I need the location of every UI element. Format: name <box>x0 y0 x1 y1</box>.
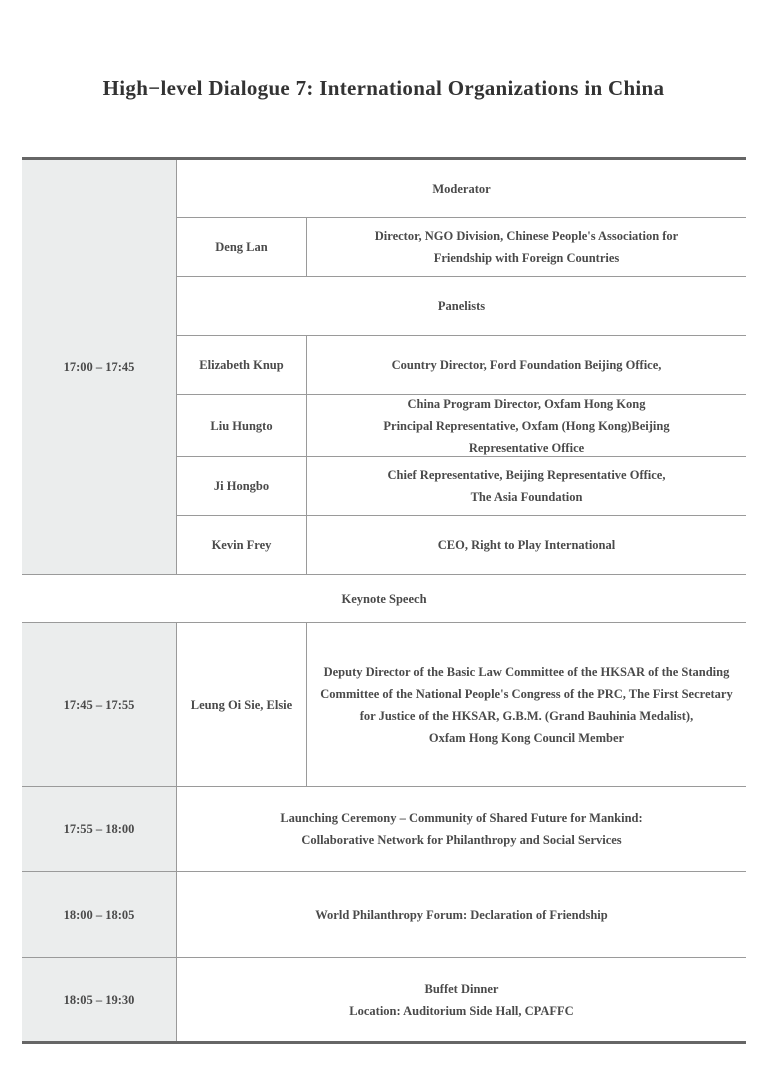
keynote-speaker-name: Leung Oi Sie, Elsie <box>190 697 293 712</box>
panelists-heading: Panelists <box>437 299 486 313</box>
launch-ceremony-text: Launching Ceremony – Community of Shared Future for Mankind: Collaborative Network for Philanthropy and Social Services <box>280 811 643 847</box>
panelist-role: CEO, Right to Play International <box>437 538 616 552</box>
time-cell-launch: 17:55 – 18:00 <box>22 787 176 871</box>
panelist-name: Ji Hongbo <box>213 479 270 493</box>
declaration-text: World Philanthropy Forum: Declaration of Friendship <box>315 907 608 922</box>
panelist-name: Liu Hungto <box>210 418 273 433</box>
dinner-text: Buffet Dinner Location: Auditorium Side Hall, CPAFFC <box>349 981 574 1018</box>
time-cell-dinner: 18:05 – 19:30 <box>22 958 176 1041</box>
panelist-role: China Program Director, Oxfam Hong Kong Principal Representative, Oxfam (Hong Kong)Beijing Representative Office <box>383 396 670 455</box>
time-cell-declaration: 18:00 – 18:05 <box>22 872 176 957</box>
panelist-role: Country Director, Ford Foundation Beijing Office, <box>391 358 662 372</box>
panelist-name: Kevin Frey <box>211 538 272 552</box>
moderator-heading: Moderator <box>432 182 491 196</box>
moderator-role: Director, NGO Division, Chinese People's Association for Friendship with Foreign Countries <box>374 229 679 265</box>
keynote-heading: Keynote Speech <box>341 591 427 606</box>
keynote-speaker-role: Deputy Director of the Basic Law Committee of the HKSAR of the Standing Committee of the National People's Congress of the PRC, The First Secretary for Justice of the HKSAR, G.B.M. (Grand Bauhinia Medalist), Oxfam Hong Kong Council Member <box>320 664 733 745</box>
time-cell-keynote: 17:45 – 17:55 <box>22 623 176 786</box>
moderator-name: Deng Lan <box>215 240 268 254</box>
table-bottom-rule <box>22 1041 746 1044</box>
panelist-name: Elizabeth Knup <box>199 358 284 372</box>
time-cell-session1: 17:00 – 17:45 <box>22 160 176 574</box>
page-title: High−level Dialogue 7: International Organizations in China <box>102 76 665 100</box>
panelist-role: Chief Representative, Beijing Representative Office, The Asia Foundation <box>387 468 666 504</box>
